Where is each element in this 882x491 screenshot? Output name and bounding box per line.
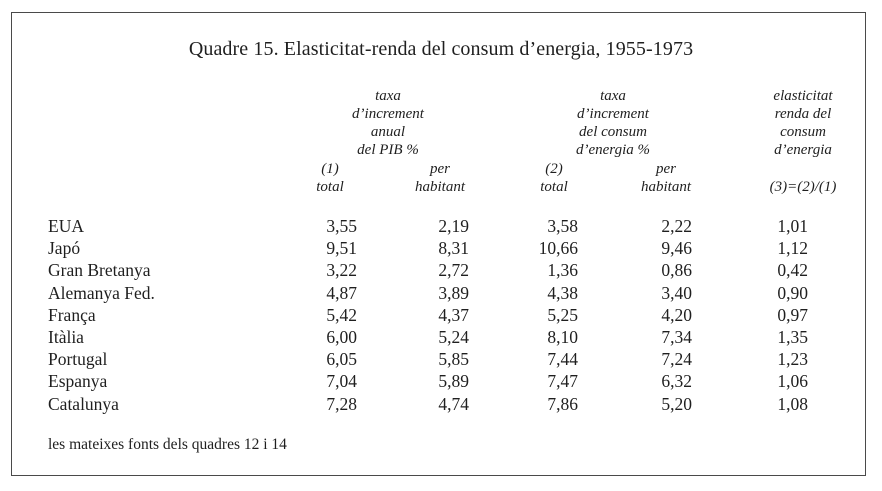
cell-energy-per-capita: 9,46 (661, 238, 692, 259)
cell-energy-total: 8,10 (547, 327, 578, 347)
cell-elasticity: 1,35 (777, 327, 808, 347)
footnote: les mateixes fonts dels quadres 12 i 14 (48, 436, 287, 453)
header-energy-growth: taxa d’increment del consum d’energia % (575, 88, 650, 158)
cell-energy-total: 10,66 (538, 238, 578, 259)
subheader-energy-per-capita: per habitant (640, 161, 691, 195)
cell-gdp-total: 6,00 (326, 327, 357, 347)
cell-energy-total: 4,38 (547, 282, 578, 303)
header-elasticity: elasticitat renda del consum d’energia (773, 88, 833, 158)
cell-energy-per-capita: 4,20 (661, 304, 692, 325)
cell-gdp-total: 5,42 (326, 304, 357, 325)
cell-gdp-per-capita: 4,74 (438, 393, 469, 414)
cell-elasticity: 0,90 (777, 282, 808, 303)
cell-gdp-total: 3,22 (326, 260, 357, 281)
cell-elasticity: 1,06 (777, 371, 808, 392)
row-country: França (48, 304, 96, 325)
row-country: Japó (48, 238, 81, 259)
cell-elasticity: 1,08 (777, 393, 808, 414)
cell-gdp-total: 4,87 (326, 282, 357, 303)
subheader-gdp-total: (1) total (316, 161, 344, 195)
row-country: Alemanya Fed. (48, 282, 155, 303)
cell-gdp-total: 7,28 (326, 393, 357, 414)
cell-energy-per-capita: 7,24 (661, 349, 692, 370)
cell-energy-per-capita: 3,40 (661, 282, 692, 303)
cell-elasticity: 0,42 (777, 260, 808, 281)
cell-gdp-per-capita: 2,19 (438, 216, 469, 236)
cell-gdp-total: 3,55 (326, 216, 357, 236)
cell-elasticity: 1,23 (777, 349, 808, 370)
row-country: EUA (48, 216, 84, 236)
cell-gdp-per-capita: 5,89 (438, 371, 469, 392)
cell-elasticity: 1,01 (777, 216, 808, 236)
row-country: Catalunya (48, 393, 119, 414)
row-country: Espanya (48, 371, 108, 392)
cell-energy-total: 1,36 (547, 260, 578, 281)
row-country: Portugal (48, 349, 108, 370)
cell-elasticity: 0,97 (777, 304, 808, 325)
cell-elasticity: 1,12 (777, 238, 808, 259)
cell-energy-total: 5,25 (547, 304, 578, 325)
cell-energy-per-capita: 5,20 (661, 393, 692, 414)
cell-gdp-total: 9,51 (326, 238, 357, 259)
cell-energy-total: 7,86 (547, 393, 578, 414)
table-title: Quadre 15. Elasticitat-renda del consum d’energia, 1955-1973 (188, 38, 694, 60)
cell-energy-total: 3,58 (547, 216, 578, 236)
subheader-elasticity-formula: (3)=(2)/(1) (769, 179, 837, 195)
cell-energy-per-capita: 7,34 (661, 327, 692, 347)
cell-gdp-total: 6,05 (326, 349, 357, 370)
cell-energy-per-capita: 6,32 (661, 371, 692, 392)
cell-energy-per-capita: 2,22 (661, 216, 692, 236)
row-country: Itàlia (48, 327, 84, 347)
header-gdp-growth: taxa d’increment anual del PIB % (352, 88, 424, 158)
cell-gdp-per-capita: 8,31 (438, 238, 469, 259)
cell-gdp-total: 7,04 (326, 371, 357, 392)
cell-gdp-per-capita: 4,37 (438, 304, 469, 325)
cell-energy-total: 7,47 (547, 371, 578, 392)
cell-gdp-per-capita: 3,89 (438, 282, 469, 303)
cell-gdp-per-capita: 5,24 (438, 327, 469, 347)
cell-gdp-per-capita: 2,72 (438, 260, 469, 281)
cell-gdp-per-capita: 5,85 (438, 349, 469, 370)
subheader-energy-total: (2) total (540, 161, 568, 195)
subheader-gdp-per-capita: per habitant (414, 161, 465, 195)
row-country: Gran Bretanya (48, 260, 151, 281)
cell-energy-total: 7,44 (547, 349, 578, 370)
cell-energy-per-capita: 0,86 (661, 260, 692, 281)
